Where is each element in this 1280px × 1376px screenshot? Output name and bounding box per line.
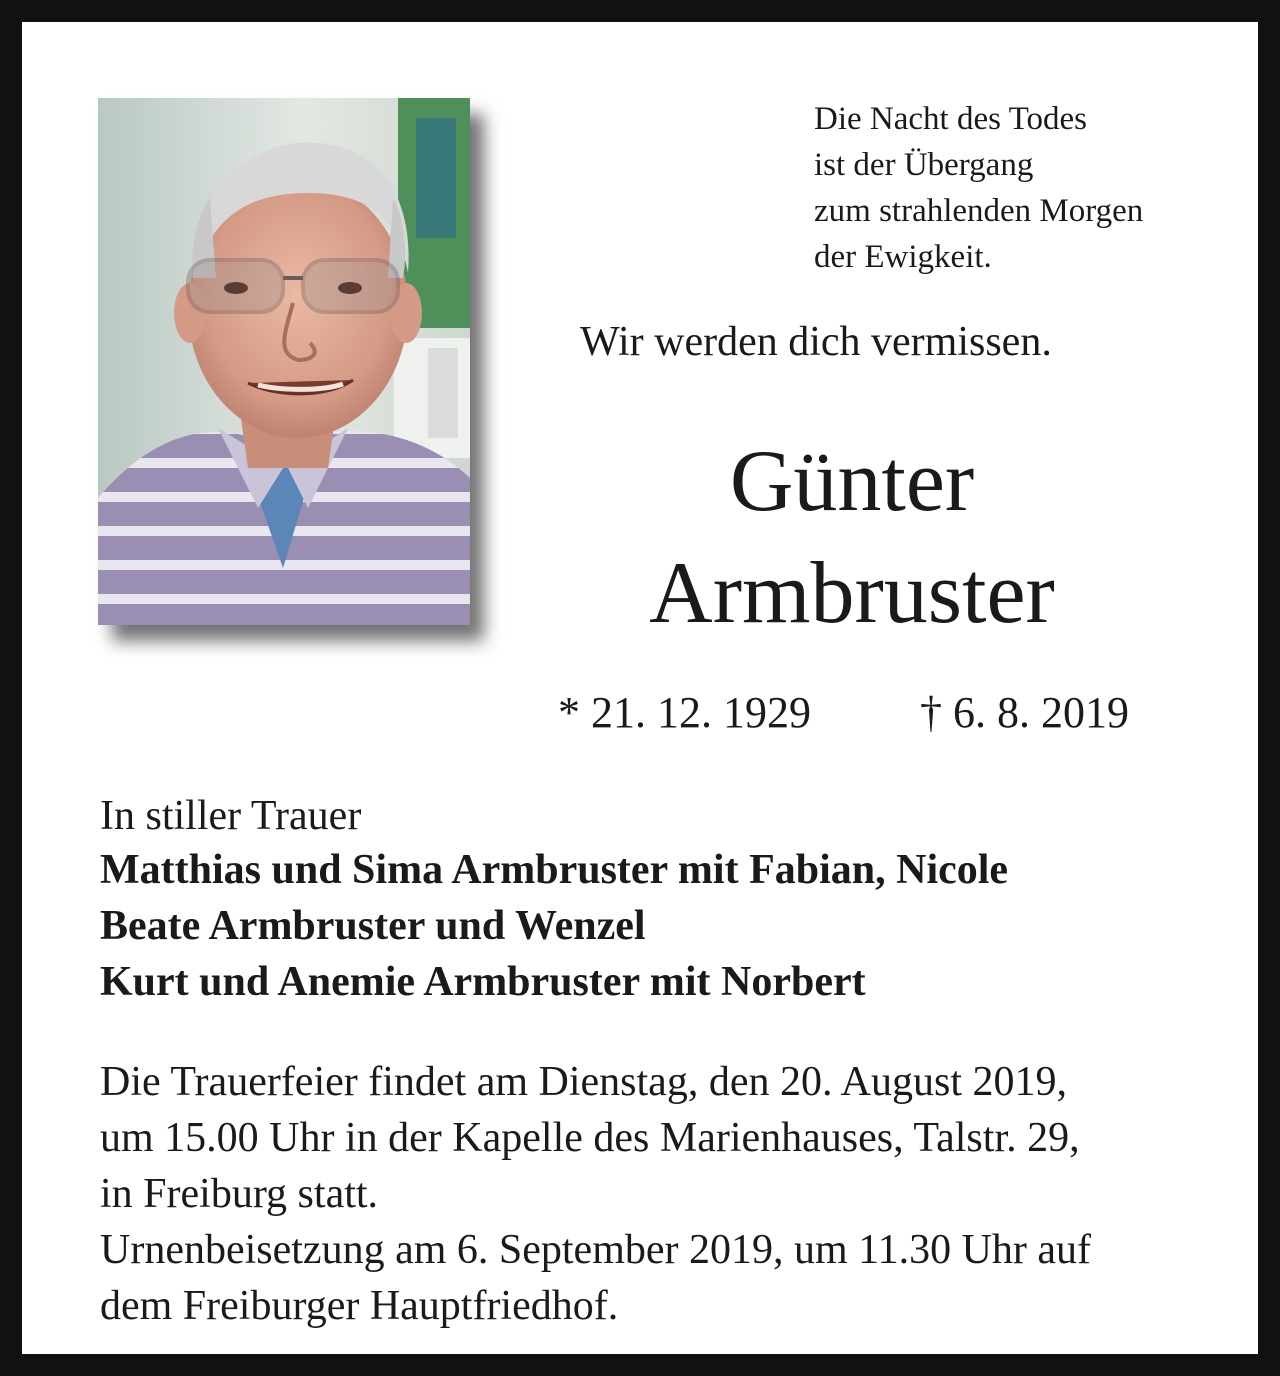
birth-date: * 21. 12. 1929	[558, 688, 811, 737]
portrait-image	[98, 98, 470, 625]
mourner-line: Beate Armbruster und Wenzel	[100, 903, 646, 949]
deceased-name	[502, 426, 1202, 650]
mourner-line: Kurt und Anemie Armbruster mit Norbert	[100, 959, 866, 1005]
ceremony-line: um 15.00 Uhr in der Kapelle des Marienhauses, Talstr. 29,	[100, 1115, 1080, 1161]
death-date: † 6. 8. 2019	[920, 688, 1129, 737]
ceremony-line: Die Trauerfeier findet am Dienstag, den 20. August 2019,	[100, 1059, 1067, 1105]
quote-line: zum strahlenden Morgen	[814, 193, 1144, 229]
ceremony-line: Urnenbeisetzung am 6. September 2019, um 11.30 Uhr auf	[100, 1227, 1092, 1273]
first-name: Günter	[729, 433, 975, 530]
last-name: Armbruster	[649, 545, 1055, 642]
mourner-line: Matthias und Sima Armbruster mit Fabian, Nicole	[100, 847, 1009, 893]
mourners-list	[100, 842, 1008, 1010]
farewell-text: Wir werden dich vermissen.	[580, 319, 1052, 365]
quote-line: der Ewigkeit.	[814, 239, 992, 275]
ceremony-line: in Freiburg statt.	[100, 1171, 379, 1217]
ceremony-line: dem Freiburger Hauptfriedhof.	[100, 1283, 619, 1329]
quote-line: ist der Übergang	[814, 147, 1034, 183]
portrait-photo	[98, 98, 470, 625]
mourning-intro: In stiller Trauer	[100, 793, 362, 839]
quote-line: Die Nacht des Todes	[814, 101, 1087, 137]
ceremony-info	[100, 1054, 1250, 1334]
quote-block	[814, 96, 1234, 280]
